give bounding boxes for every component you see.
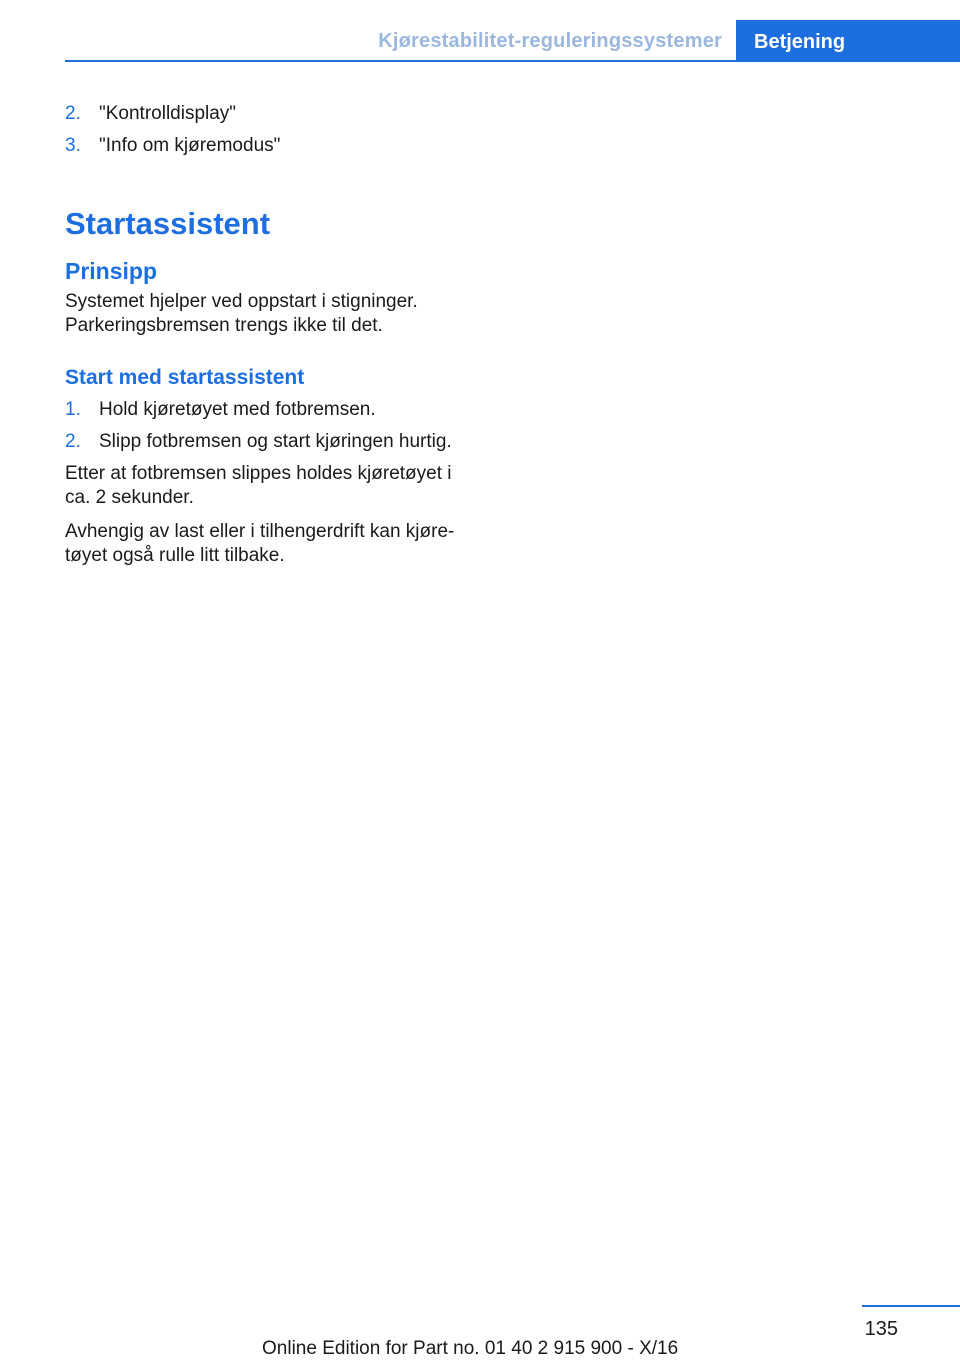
list-item-number: 2. — [65, 431, 81, 452]
list-item-text: "Info om kjøremodus" — [99, 135, 281, 156]
page-header — [0, 0, 960, 62]
list-item-text: Hold kjøretøyet med fotbremsen. — [99, 399, 376, 420]
rollback-warning-text: Avhengig av last eller i tilhengerdrift kan kjøre-tøyet også rulle litt tilbake. — [65, 521, 455, 566]
header-chapter-tab: Betjening — [736, 20, 960, 62]
list-item — [65, 102, 477, 126]
list-item — [65, 398, 477, 422]
principle-line-1: Systemet hjelper ved oppstart i stigninger. — [65, 291, 418, 312]
hold-duration-text: Etter at fotbremsen slippes holdes kjøretøyet i ca. 2 sekunder. — [65, 463, 452, 508]
list-item-number: 2. — [65, 103, 81, 124]
footer-divider — [862, 1305, 960, 1307]
principle-text — [65, 290, 477, 338]
list-item-text: "Kontrolldisplay" — [99, 103, 237, 124]
list-item-text: Slipp fotbremsen og start kjøringen hurtig. — [99, 431, 452, 452]
start-heading: Start med startassistent — [65, 366, 305, 389]
header-section-title: Kjørestabilitet-reguleringssystemer — [378, 30, 722, 52]
page-content — [65, 102, 477, 578]
start-steps — [65, 398, 477, 454]
intro-list — [65, 102, 477, 158]
list-item-number: 1. — [65, 399, 81, 420]
header-divider — [65, 60, 960, 62]
principle-line-2: Parkeringsbremsen trengs ikke til det. — [65, 315, 383, 336]
edition-footer: Online Edition for Part no. 01 40 2 915 900 - X/16 — [262, 1338, 679, 1359]
list-item-number: 3. — [65, 135, 81, 156]
list-item — [65, 430, 477, 454]
page-number: 135 — [864, 1318, 898, 1340]
list-item — [65, 134, 477, 158]
principle-heading: Prinsipp — [65, 258, 158, 284]
section-title: Startassistent — [65, 206, 271, 241]
